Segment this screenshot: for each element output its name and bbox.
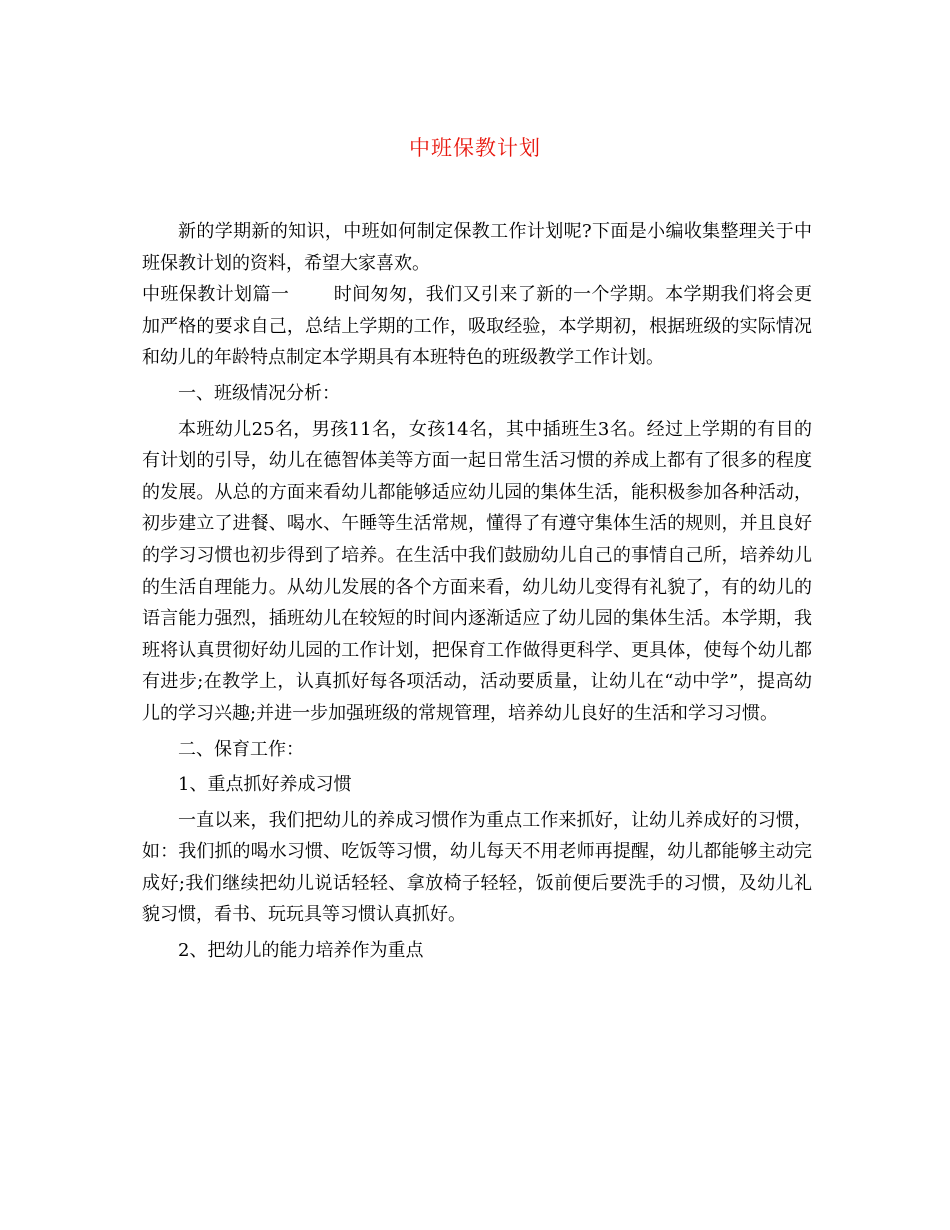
section-2-heading: 二、保育工作： <box>178 738 304 760</box>
article-opening-paragraph <box>142 279 812 374</box>
item-1-body: 一直以来，我们把幼儿的养成习惯作为重点工作来抓好，让幼儿养成好的习惯，如：我们抓的喝水习惯、吃饭等习惯，幼儿每天不用老师再提醒，幼儿都能够主动完成好;我们继续把幼儿说话轻轻、拿放椅子轻轻，饭前便后要洗手的习惯，及幼儿礼貌习惯，看书、玩玩具等习惯认真抓好。 <box>142 809 812 926</box>
item-2-heading: 2、把幼儿的能力培养作为重点 <box>178 940 424 962</box>
document-body <box>142 216 812 967</box>
article-opening-text: 时间匆匆，我们又引来了新的一个学期。本学期我们将会更加严格的要求自己，总结上学期的工作，吸取经验，本学期初，根据班级的实际情况和幼儿的年龄特点制定本学期具有本班特色的班级教学工作计划。 <box>142 284 813 369</box>
section-1-heading: 一、班级情况分析： <box>178 382 340 404</box>
section-1-body: 本班幼儿25名，男孩11名，女孩14名，其中插班生3名。经过上学期的有目的有计划的引导，幼儿在德智体美等方面一起日常生活习惯的养成上都有了很多的程度的发展。从总的方面来看幼儿都能够适应幼儿园的集体生活，能积极参加各种活动，初步建立了进餐、喝水、午睡等生活常规，懂得了有遵守集体生活的规则，并且良好的学习习惯也初步得到了培养。在生活中我们鼓励幼儿自己的事情自己所，培养幼儿的生活自理能力。从幼儿发展的各个方面来看，幼儿幼儿变得有礼貌了，有的幼儿的语言能力强烈，插班幼儿在较短的时间内逐渐适应了幼儿园的集体生活。本学期，我班将认真贯彻好幼儿园的工作计划，把保育工作做得更科学、更具体，使每个幼儿都有进步;在教学上，认真抓好每各项活动，活动要质量，让幼儿在“动中学”，提高幼儿的学习兴趣;并进一步加强班级的常规管理，培养幼儿良好的生活和学习习惯。 <box>142 418 812 724</box>
article-label: 中班保教计划篇一 <box>142 284 290 306</box>
item-1-heading: 1、重点抓好养成习惯 <box>178 774 352 796</box>
document-title: 中班保教计划 <box>409 136 541 160</box>
intro-paragraph: 新的学期新的知识，中班如何制定保教工作计划呢?下面是小编收集整理关于中班保教计划的资料，希望大家喜欢。 <box>142 221 812 274</box>
